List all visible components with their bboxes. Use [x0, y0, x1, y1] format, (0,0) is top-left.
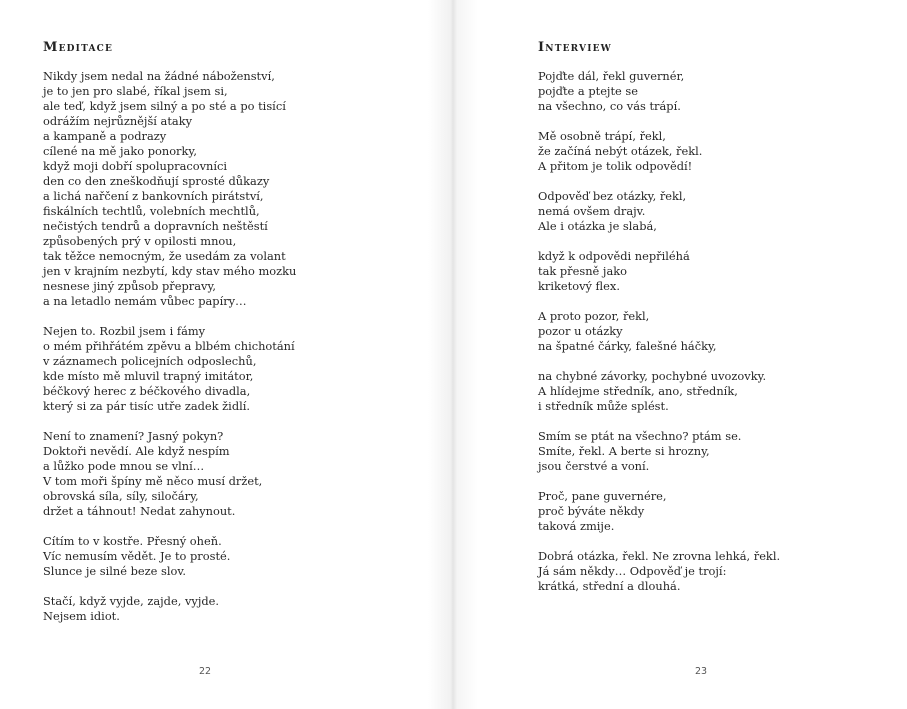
- poem-line: pojďte a ptejte se: [538, 84, 638, 98]
- poem-line: Víc nemusím vědět. Je to prosté.: [43, 549, 231, 563]
- poem-line: a na letadlo nemám vůbec papíry…: [43, 294, 247, 308]
- poem-line: Mě osobně trápí, řekl,: [538, 129, 666, 143]
- stanza: [538, 249, 878, 294]
- right-page: [453, 0, 907, 709]
- page-number: 22: [199, 666, 212, 677]
- stanza: [43, 324, 423, 414]
- poem-line: na všechno, co vás trápí.: [538, 99, 681, 113]
- stanza: [538, 369, 878, 414]
- poem-line: A přitom je tolik odpovědí!: [538, 159, 693, 173]
- poem-line: na špatné čárky, falešné háčky,: [538, 339, 717, 353]
- poem-line: držet a táhnout! Nedat zahynout.: [43, 504, 236, 518]
- poem-line: Stačí, když vyjde, zajde, vyjde.: [43, 594, 220, 608]
- poem-line: taková zmije.: [538, 519, 615, 533]
- poem-line: obrovská síla, síly, siločáry,: [43, 489, 199, 503]
- poem-line: proč býváte někdy: [538, 504, 645, 518]
- poem-line: Nejen to. Rozbil jsem i fámy: [43, 324, 206, 338]
- poem-line: V tom moři špíny mě něco musí držet,: [43, 474, 263, 488]
- poem-line: nesnese jiný způsob přepravy,: [43, 279, 216, 293]
- poem-line: Proč, pane guvernére,: [538, 489, 667, 503]
- stanza: [43, 594, 423, 624]
- poem-line: když moji dobří spolupracovníci: [43, 159, 228, 173]
- poem-line: a lichá nařčení z bankovních pirátství,: [43, 189, 264, 203]
- poem-line: nečistých tendrů a dopravních neštěstí: [43, 219, 268, 233]
- poem-line: krátká, střední a dlouhá.: [538, 579, 681, 593]
- poem-line: tak přesně jako: [538, 264, 627, 278]
- page-number: 23: [695, 666, 708, 677]
- poem-line: Doktoři nevědí. Ale když nespím: [43, 444, 230, 458]
- poem-line: ale teď, když jsem silný a po sté a po tisící: [43, 99, 286, 113]
- poem-line: A hlídejme středník, ano, středník,: [538, 384, 738, 398]
- poem-line: béčkový herec z béčkového divadla,: [43, 384, 251, 398]
- poem-line: tak těžce nemocným, že usedám za volant: [43, 249, 286, 263]
- stanza: [538, 429, 878, 474]
- stanza: [43, 429, 423, 519]
- stanza: [538, 549, 878, 594]
- poem-line: jen v krajním nezbytí, kdy stav mého mozku: [43, 264, 297, 278]
- poem-line: je to jen pro slabé, říkal jsem si,: [43, 84, 228, 98]
- poem-line: i středník může splést.: [538, 399, 669, 413]
- poem-line: na chybné závorky, pochybné uvozovky.: [538, 369, 767, 383]
- poem-line: který si za pár tisíc utře zadek židlí.: [43, 399, 251, 413]
- stanza: [538, 309, 878, 354]
- stanza: [538, 489, 878, 534]
- poem-line: Slunce je silné beze slov.: [43, 564, 187, 578]
- poem-title: Meditace: [43, 40, 114, 55]
- poem-line: v záznamech policejních odposlechů,: [43, 354, 257, 368]
- poem-line: A proto pozor, řekl,: [538, 309, 650, 323]
- poem-line: Není to znamení? Jasný pokyn?: [43, 429, 224, 443]
- poem-line: jsou čerstvé a voní.: [538, 459, 650, 473]
- poem-line: Smím se ptát na všechno? ptám se.: [538, 429, 742, 443]
- stanza: [538, 189, 878, 234]
- poem-body: [538, 69, 878, 609]
- poem-line: o mém přihřátém zpěvu a blbém chichotání: [43, 339, 295, 353]
- poem-line: den co den zneškodňují sprosté důkazy: [43, 174, 270, 188]
- poem-line: Ale i otázka je slabá,: [538, 219, 657, 233]
- poem-line: Smíte, řekl. A berte si hrozny,: [538, 444, 710, 458]
- poem-line: kriketový flex.: [538, 279, 620, 293]
- poem-line: že začíná nebýt otázek, řekl.: [538, 144, 703, 158]
- poem-line: Pojďte dál, řekl guvernér,: [538, 69, 685, 83]
- stanza: [538, 69, 878, 114]
- poem-line: Cítím to v kostře. Přesný oheň.: [43, 534, 222, 548]
- poem-line: Odpověď bez otázky, řekl,: [538, 189, 687, 203]
- poem-line: odrážím nejrůznější ataky: [43, 114, 193, 128]
- stanza: [43, 69, 423, 309]
- poem-line: když k odpovědi nepřiléhá: [538, 249, 690, 263]
- left-page: [0, 0, 453, 709]
- poem-line: Já sám někdy… Odpověď je trojí:: [538, 564, 727, 578]
- stanza: [538, 129, 878, 174]
- poem-line: způsobených prý v opilosti mnou,: [43, 234, 237, 248]
- poem-line: Nikdy jsem nedal na žádné náboženství,: [43, 69, 275, 83]
- poem-line: cílené na mě jako ponorky,: [43, 144, 197, 158]
- poem-line: Dobrá otázka, řekl. Ne zrovna lehká, řekl.: [538, 549, 781, 563]
- poem-line: kde místo mě mluvil trapný imitátor,: [43, 369, 254, 383]
- poem-line: fiskálních techtlů, volebních mechtlů,: [43, 204, 260, 218]
- poem-line: nemá ovšem drajv.: [538, 204, 646, 218]
- poem-line: pozor u otázky: [538, 324, 623, 338]
- poem-line: Nejsem idiot.: [43, 609, 120, 623]
- stanza: [43, 534, 423, 579]
- poem-body: [43, 69, 423, 639]
- poem-title: Interview: [538, 40, 612, 55]
- poem-line: a kampaně a podrazy: [43, 129, 167, 143]
- poem-line: a lůžko pode mnou se vlní…: [43, 459, 205, 473]
